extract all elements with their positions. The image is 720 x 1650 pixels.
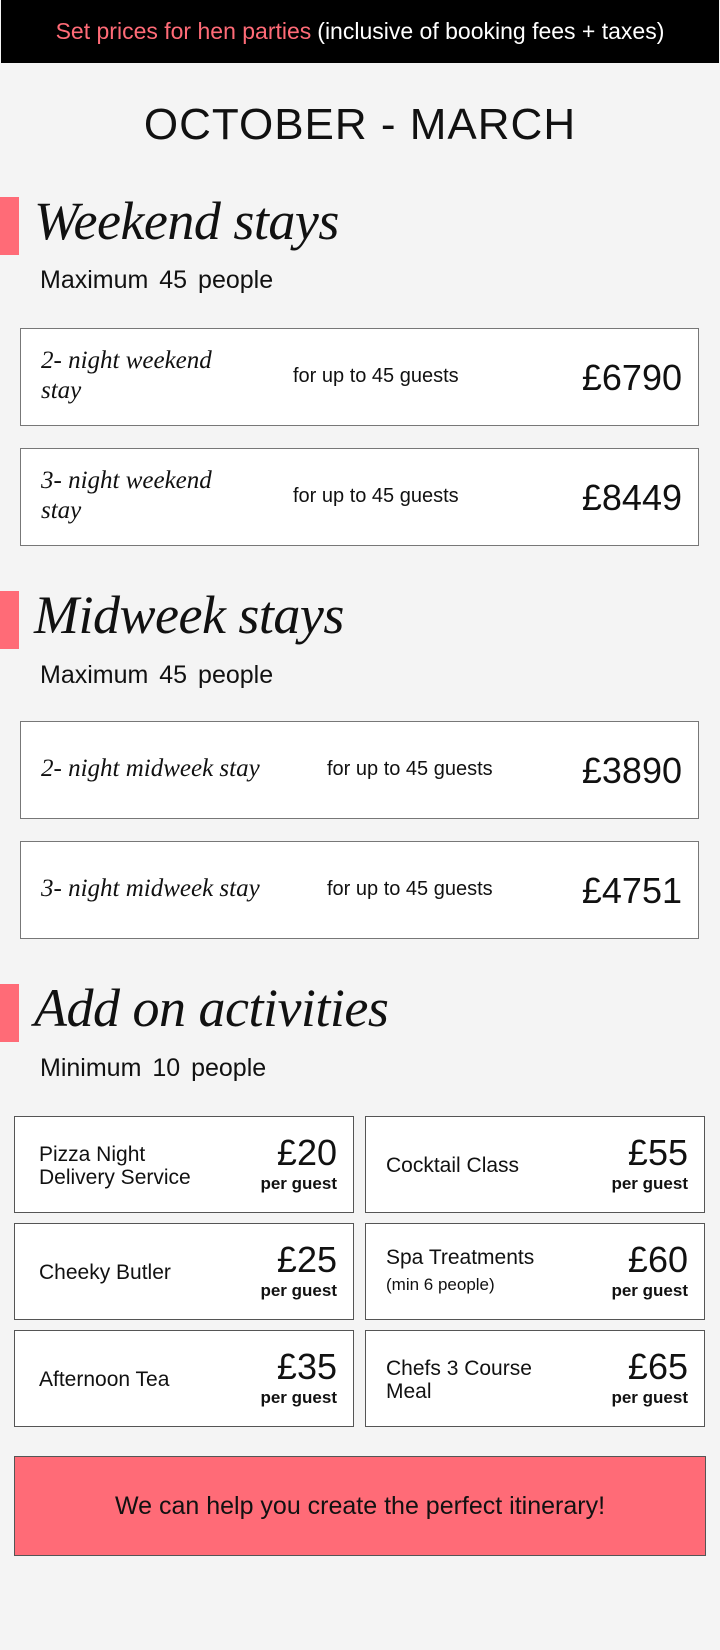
activity-price-unit: per guest — [260, 1281, 337, 1300]
stay-name: 2- night midweek stay — [41, 755, 260, 782]
activity-price-unit: per guest — [611, 1174, 688, 1193]
activity-price: £35 — [276, 1346, 337, 1387]
activity-price: £60 — [627, 1239, 688, 1280]
stay-price: £3890 — [581, 750, 682, 791]
weekend-section-marker — [0, 197, 19, 255]
stay-price: £6790 — [581, 357, 682, 398]
stay-guests: for up to 45 guests — [293, 365, 459, 387]
activity-card-cocktail-class — [365, 1116, 705, 1213]
stay-name: 2- night weekend stay — [41, 347, 212, 404]
activity-card-chefs-meal — [365, 1330, 705, 1427]
activity-name: Chefs 3 Course Meal — [386, 1357, 532, 1403]
weekend-stay-card-2 — [20, 448, 699, 546]
top-banner — [1, 0, 719, 63]
activity-price: £65 — [627, 1346, 688, 1387]
addons-section-marker — [0, 984, 19, 1042]
stay-name: 3- night midweek stay — [41, 875, 260, 902]
activity-card-cheeky-butler — [14, 1223, 354, 1320]
activity-name-group — [386, 1246, 534, 1296]
activity-price: £20 — [276, 1132, 337, 1173]
activity-price-unit: per guest — [611, 1281, 688, 1300]
stay-guests: for up to 45 guests — [327, 878, 493, 900]
activity-price-unit: per guest — [611, 1388, 688, 1407]
activity-name: Afternoon Tea — [39, 1368, 170, 1391]
itinerary-cta-button[interactable] — [14, 1456, 706, 1556]
activity-card-pizza-night — [14, 1116, 354, 1213]
midweek-section-marker — [0, 591, 19, 649]
activity-card-afternoon-tea — [14, 1330, 354, 1427]
stay-price: £4751 — [581, 870, 682, 911]
midweek-section-title: Midweek stays — [34, 585, 344, 645]
midweek-stay-card-1 — [20, 721, 699, 819]
activity-price: £25 — [276, 1239, 337, 1280]
weekend-section-subtitle: Maximum 45 people — [40, 266, 274, 294]
activity-card-spa-treatments — [365, 1223, 705, 1320]
midweek-section-subtitle: Maximum 45 people — [40, 661, 274, 689]
activity-note: (min 6 people) — [386, 1275, 495, 1294]
activity-price-unit: per guest — [260, 1174, 337, 1193]
banner-rest-text: (inclusive of booking fees + taxes) — [317, 18, 665, 44]
addons-section-title: Add on activities — [34, 978, 389, 1038]
activity-name: Pizza Night Delivery Service — [39, 1143, 191, 1189]
weekend-section-title: Weekend stays — [34, 191, 339, 251]
banner-accent-text: Set prices for hen parties — [55, 18, 312, 44]
cta-label: We can help you create the perfect itinerary! — [114, 1491, 606, 1520]
activity-price: £55 — [627, 1132, 688, 1173]
addons-section-subtitle: Minimum 10 people — [40, 1054, 267, 1082]
stay-guests: for up to 45 guests — [293, 485, 459, 507]
activity-name: Cocktail Class — [386, 1154, 520, 1177]
activity-name: Cheeky Butler — [39, 1261, 171, 1284]
season-title: OCTOBER - MARCH — [143, 100, 577, 149]
midweek-stay-card-2 — [20, 841, 699, 939]
stay-guests: for up to 45 guests — [327, 758, 493, 780]
activity-price-unit: per guest — [260, 1388, 337, 1407]
weekend-stay-card-1 — [20, 328, 699, 426]
stay-price: £8449 — [581, 477, 682, 518]
stay-name: 3- night weekend stay — [41, 467, 212, 524]
activity-name: Spa Treatments — [386, 1246, 535, 1269]
